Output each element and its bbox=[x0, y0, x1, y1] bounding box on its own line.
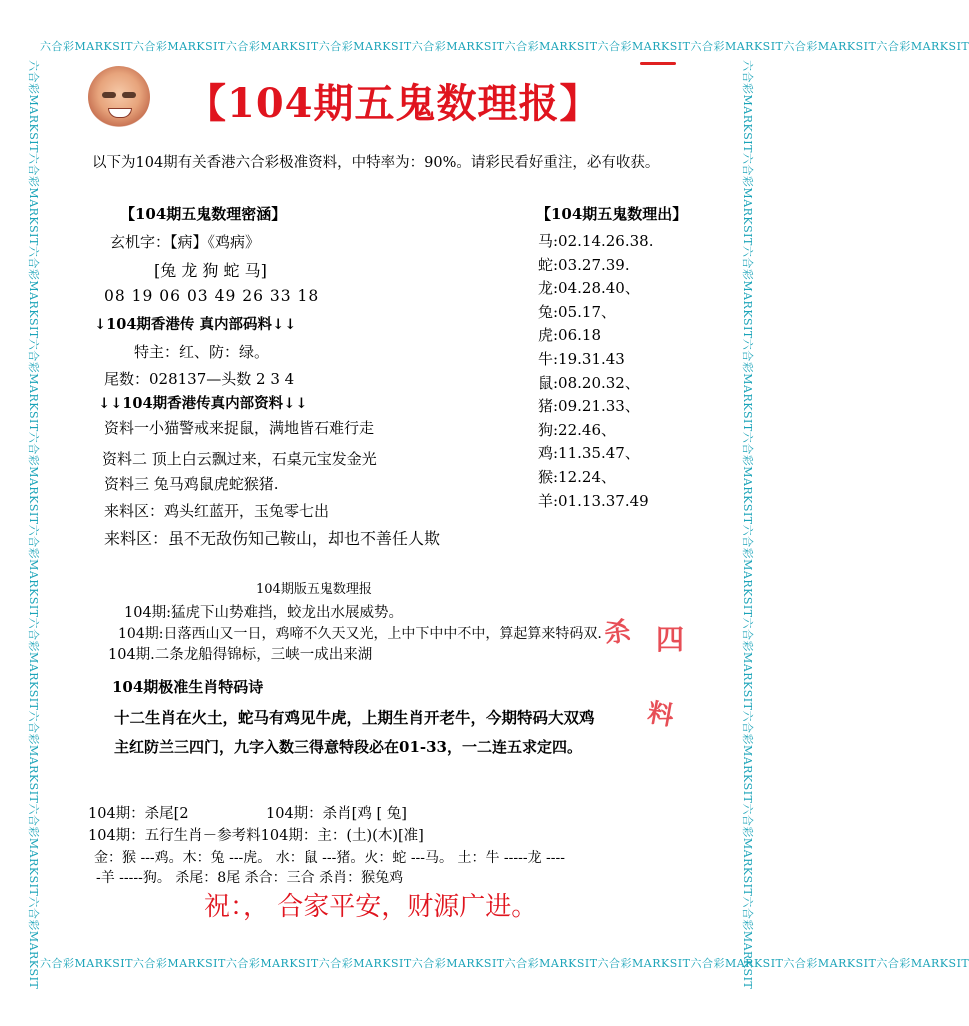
zodiac-item: 猪:09.21.33、 bbox=[538, 397, 640, 416]
right-heading: 【104期五鬼数理出】 bbox=[536, 205, 688, 223]
material-1: 资料一小猫警戒来捉鼠，满地皆石难行走 bbox=[104, 419, 375, 437]
special-line: 特主：红、防：绿。 bbox=[134, 343, 270, 361]
avatar bbox=[88, 66, 150, 128]
red-mark bbox=[640, 62, 676, 65]
zodiac-item: 鼠:08.20.32、 bbox=[538, 373, 640, 392]
hk-material-line: ↓↓104期香港传真内部资料↓↓ bbox=[98, 395, 308, 412]
zone-1: 来料区：鸡头红蓝开，玉兔零七出 bbox=[104, 502, 330, 520]
five-elements: 104期：五行生肖－参考料104期：主：(土)(木)[准] bbox=[88, 828, 424, 844]
border-left-text: 六合彩MARKSIT六合彩MARKSIT六合彩MARKSIT六合彩MARKSIT六合彩MARKSIT六合彩MARKSIT六合彩MARKSIT六合彩MARKSIT六合彩MARKSIT六合彩MARKSIT bbox=[27, 60, 40, 990]
zodiac-item: 羊:01.13.37.49 bbox=[538, 491, 649, 510]
border-top-watermark: 六合彩MARKSIT六合彩MARKSIT六合彩MARKSIT六合彩MARKSIT六合彩MARKSIT六合彩MARKSIT六合彩MARKSIT六合彩MARKSIT六合彩MARKSIT六合彩MARKSIT bbox=[40, 40, 969, 53]
material-2: 资料二 顶上白云飘过来，石桌元宝发金光 bbox=[102, 450, 377, 468]
zodiac-item: 虎:06.18 bbox=[538, 326, 601, 345]
material-3: 资料三 兔马鸡鼠虎蛇猴猪. bbox=[104, 475, 279, 493]
hk-internal-line: ↓104期香港传 真内部码料↓↓ bbox=[94, 316, 297, 333]
blessing: 祝：， 合家平安，财源广进。 bbox=[204, 892, 538, 922]
border-bottom-watermark: 六合彩MARKSIT六合彩MARKSIT六合彩MARKSIT六合彩MARKSIT六合彩MARKSIT六合彩MARKSIT六合彩MARKSIT六合彩MARKSIT六合彩MARKSIT六合彩MARKSIT bbox=[40, 957, 969, 970]
riddle-line: 玄机字：【病】《鸡病》 bbox=[110, 233, 261, 251]
zodiac-item: 牛:19.31.43 bbox=[538, 349, 625, 368]
poem-line-1: 十二生肖在火土，蛇马有鸡见牛虎，上期生肖开老牛，今期特码大双鸡 bbox=[114, 708, 595, 727]
poem-title: 104期极准生肖特码诗 bbox=[112, 678, 264, 696]
zodiac-item: 马:02.14.26.38. bbox=[538, 232, 654, 250]
zodiac-item: 鸡:11.35.47、 bbox=[538, 444, 640, 463]
avatar-eye-right bbox=[122, 92, 136, 98]
zodiac-number-list bbox=[538, 230, 653, 513]
poem-line-2: 主红防兰三四门，九字入数三得意特段必在01-33，一二连五求定四。 bbox=[114, 738, 582, 756]
animals-line: [兔 龙 狗 蛇 马] bbox=[154, 261, 267, 280]
red-stamp-c: 料 bbox=[645, 697, 676, 732]
tail-line: 尾数：028137—头数 2 3 4 bbox=[104, 370, 295, 388]
red-stamp-a: 杀 bbox=[602, 616, 633, 650]
kill-tail: 104期：杀尾[2 bbox=[88, 806, 189, 822]
mid-line-3: 104期.二条龙船得锦标，三峡一成出来湖 bbox=[108, 647, 373, 663]
left-heading: 【104期五鬼数理密涵】 bbox=[120, 205, 287, 223]
avatar-mouth bbox=[108, 108, 132, 118]
wuxing-line-1: 金：猴 ---鸡。木：兔 ---虎。 水：鼠 ---猪。火：蛇 ---马。 土：牛 -----龙 ---- bbox=[94, 850, 565, 866]
border-left-watermark bbox=[27, 60, 44, 990]
mid-subtitle: 104期版五鬼数理报 bbox=[256, 582, 372, 597]
red-stamp-b: 四 bbox=[656, 623, 685, 656]
zone-2: 来料区：虽不无敌伤知己鞍山，却也不善任人欺 bbox=[104, 529, 441, 548]
wuxing-line-2: -羊 -----狗。 杀尾：8尾 杀合：三合 杀肖：猴兔鸡 bbox=[96, 870, 404, 886]
kill-zodiac: 104期：杀肖[鸡 [ 兔] bbox=[266, 806, 407, 822]
border-right-text: 六合彩MARKSIT六合彩MARKSIT六合彩MARKSIT六合彩MARKSIT六合彩MARKSIT六合彩MARKSIT六合彩MARKSIT六合彩MARKSIT六合彩MARKSIT六合彩MARKSIT bbox=[741, 60, 754, 990]
zodiac-item: 狗:22.46、 bbox=[538, 420, 616, 439]
intro-text: 以下为104期有关香港六合彩极准资料，中特率为：90%。请彩民看好重注，必有收获。 bbox=[92, 155, 660, 171]
avatar-eye-left bbox=[102, 92, 116, 98]
zodiac-item: 猴:12.24、 bbox=[538, 467, 616, 486]
numbers-line: 08 19 06 03 49 26 33 18 bbox=[104, 287, 320, 305]
zodiac-item: 兔:05.17、 bbox=[538, 302, 616, 321]
page-title: 【104期五鬼数理报】 bbox=[186, 80, 601, 127]
mid-line-2: 104期:日落西山又一日，鸡啼不久天又光，上中下中中不中，算起算来特码双. bbox=[118, 626, 602, 642]
zodiac-item: 蛇:03.27.39. bbox=[538, 255, 630, 274]
mid-line-1: 104期:猛虎下山势难挡，蛟龙出水展威势。 bbox=[124, 605, 404, 621]
zodiac-item: 龙:04.28.40、 bbox=[538, 279, 640, 298]
border-right-watermark bbox=[741, 60, 758, 990]
